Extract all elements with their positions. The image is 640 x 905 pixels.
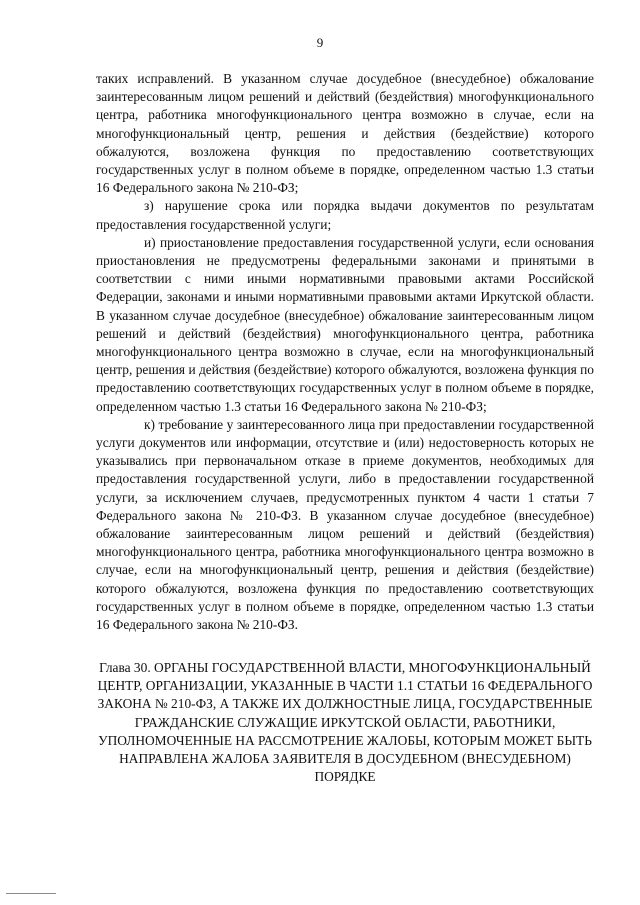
paragraph-item-i: и) приостановление предоставления государственной услуги, если основания приостановления не предусмотрены федеральными законами и принятыми в соответствии с ними иными нормативными правовыми актами Российской Федерации, законами и иными нормативными правовыми актами Иркутской области. В указанном случае досудебное (внесудебное) обжалование заинтересованным лицом решений и действий (бездействия) многофункционального центра, работника многофункционального центра возможно в случае, если на многофункциональный центр, решения и действия (бездействие) которого обжалуются, возложена функция по предоставлению соответствующих государственных услуг в полном объеме в порядке, определенном частью 1.3 статьи 16 Федерального закона № 210-ФЗ;	[96, 234, 594, 414]
paragraph-item-z: з) нарушение срока или порядка выдачи документов по результатам предоставления государственной услуги;	[96, 198, 594, 232]
document-body	[96, 70, 594, 634]
paragraph-continuation: таких исправлений. В указанном случае досудебное (внесудебное) обжалование заинтересованным лицом решений и действий (бездействия) многофункционального центра, работника многофункционального центра возможно в случае, если на многофункциональный центр, решения и действия (бездействие) которого обжалуются, возложена функция по предоставлению соответствующих государственных услуг в полном объеме в порядке, определенном частью 1.3 статьи 16 Федерального закона № 210-ФЗ;	[96, 71, 594, 196]
paragraph-item-k: к) требование у заинтересованного лица при предоставлении государственной услуги документов или информации, отсутствие и (или) недостоверность которых не указывались при первоначальном отказе в приеме документов, необходимых для предоставления государственной услуги, либо в предоставлении государственной услуги, за исключением случаев, предусмотренных пунктом 4 части 1 статьи 7 Федерального закона № 210-ФЗ. В указанном случае досудебное (внесудебное) обжалование заинтересованным лицом решений и действий (бездействия) многофункционального центра, работника многофункционального центра возможно в случае, если на многофункциональный центр, решения и действия (бездействие) которого обжалуются, возложена функция по предоставлению соответствующих государственных услуг в полном объеме в порядке, определенном частью 1.3 статьи 16 Федерального закона № 210-ФЗ.	[96, 416, 594, 633]
page-number: 9	[316, 35, 324, 50]
footer-divider	[6, 893, 56, 894]
chapter-heading: Глава 30. ОРГАНЫ ГОСУДАРСТВЕННОЙ ВЛАСТИ, МНОГОФУНКЦИОНАЛЬНЫЙ ЦЕНТР, ОРГАНИЗАЦИИ, УКАЗАННЫЕ В ЧАСТИ 1.1 СТАТЬИ 16 ФЕДЕРАЛЬНОГО ЗАКОНА № 210-ФЗ, А ТАКЖЕ ИХ ДОЛЖНОСТНЫЕ ЛИЦА, ГОСУДАРСТВЕННЫЕ ГРАЖДАНСКИЕ СЛУЖАЩИЕ ИРКУТСКОЙ ОБЛАСТИ, РАБОТНИКИ, УПОЛНОМОЧЕННЫЕ НА РАССМОТРЕНИЕ ЖАЛОБЫ, КОТОРЫМ МОЖЕТ БЫТЬ НАПРАВЛЕНА ЖАЛОБА ЗАЯВИТЕЛЯ В ДОСУДЕБНОМ (ВНЕСУДЕБНОМ) ПОРЯДКЕ	[97, 660, 593, 785]
